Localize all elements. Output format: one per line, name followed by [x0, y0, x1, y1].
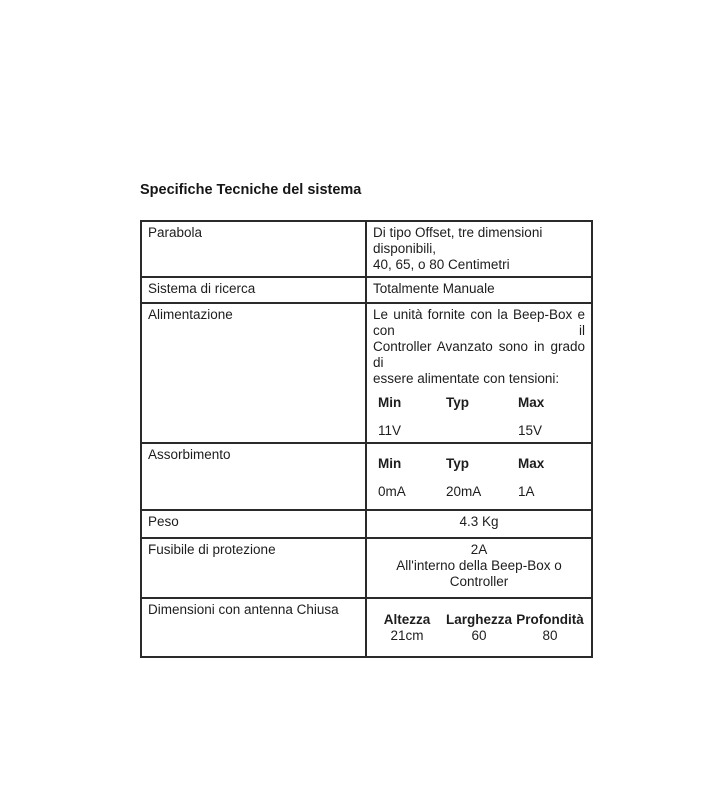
page-title: Specifiche Tecniche del sistema — [140, 182, 362, 198]
row-value-fusibile — [366, 538, 592, 598]
value-altezza: 21cm — [390, 628, 424, 643]
col-header-larghezza: Larghezza — [445, 612, 513, 627]
value-typ: 20mA — [446, 484, 482, 499]
table-row-assorbimento — [141, 443, 592, 510]
value-typ — [446, 423, 518, 439]
row-value-assorbimento — [366, 443, 592, 510]
dimensions-grid — [371, 612, 585, 644]
value-profondita: 80 — [542, 628, 558, 643]
row-value-alimentazione — [366, 303, 592, 443]
value-max: 15V — [518, 423, 543, 438]
col-header-min: Min — [378, 456, 402, 471]
intro-line: Controller Avanzato sono in grado di — [373, 339, 585, 370]
value-min: 11V — [378, 423, 402, 438]
value-min: 0mA — [378, 484, 406, 499]
col-header-profondita: Profondità — [516, 612, 584, 627]
col-header-max: Max — [518, 456, 545, 471]
value-line: 2A — [470, 542, 488, 557]
value-max: 1A — [518, 484, 535, 499]
row-label-assorbimento: Assorbimento — [141, 443, 366, 510]
col-header-altezza: Altezza — [383, 612, 431, 627]
col-header-typ: Typ — [446, 395, 469, 410]
row-label-ricerca: Sistema di ricerca — [141, 277, 366, 303]
row-label-dimensioni: Dimensioni con antenna Chiusa — [141, 598, 366, 657]
row-label-fusibile: Fusibile di protezione — [141, 538, 366, 598]
intro-line: Le unità fornite con la Beep-Box e con il — [373, 307, 585, 338]
col-header-max: Max — [518, 395, 545, 410]
min-typ-max-grid — [378, 456, 585, 500]
min-typ-max-grid — [378, 395, 585, 439]
row-label-peso: Peso — [141, 510, 366, 538]
row-value-ricerca: Totalmente Manuale — [366, 277, 592, 303]
row-label-alimentazione: Alimentazione — [141, 303, 366, 443]
row-value-peso: 4.3 Kg — [366, 510, 592, 538]
value-line: All'interno della Beep-Box o Controller — [396, 558, 562, 589]
row-value-parabola — [366, 221, 592, 277]
intro-line: essere alimentate con tensioni: — [373, 371, 560, 386]
table-row-parabola — [141, 221, 592, 277]
table-row-dimensioni — [141, 598, 592, 657]
table-row-peso — [141, 510, 592, 538]
spec-table — [140, 220, 593, 658]
col-header-typ: Typ — [446, 456, 469, 471]
table-row-ricerca — [141, 277, 592, 303]
value-line: 40, 65, o 80 Centimetri — [373, 257, 510, 272]
row-value-dimensioni — [366, 598, 592, 657]
value-line: Di tipo Offset, tre dimensioni disponibili, — [373, 225, 543, 256]
table-row-alimentazione — [141, 303, 592, 443]
row-label-parabola: Parabola — [141, 221, 366, 277]
value-larghezza: 60 — [471, 628, 487, 643]
table-row-fusibile — [141, 538, 592, 598]
col-header-min: Min — [378, 395, 402, 410]
